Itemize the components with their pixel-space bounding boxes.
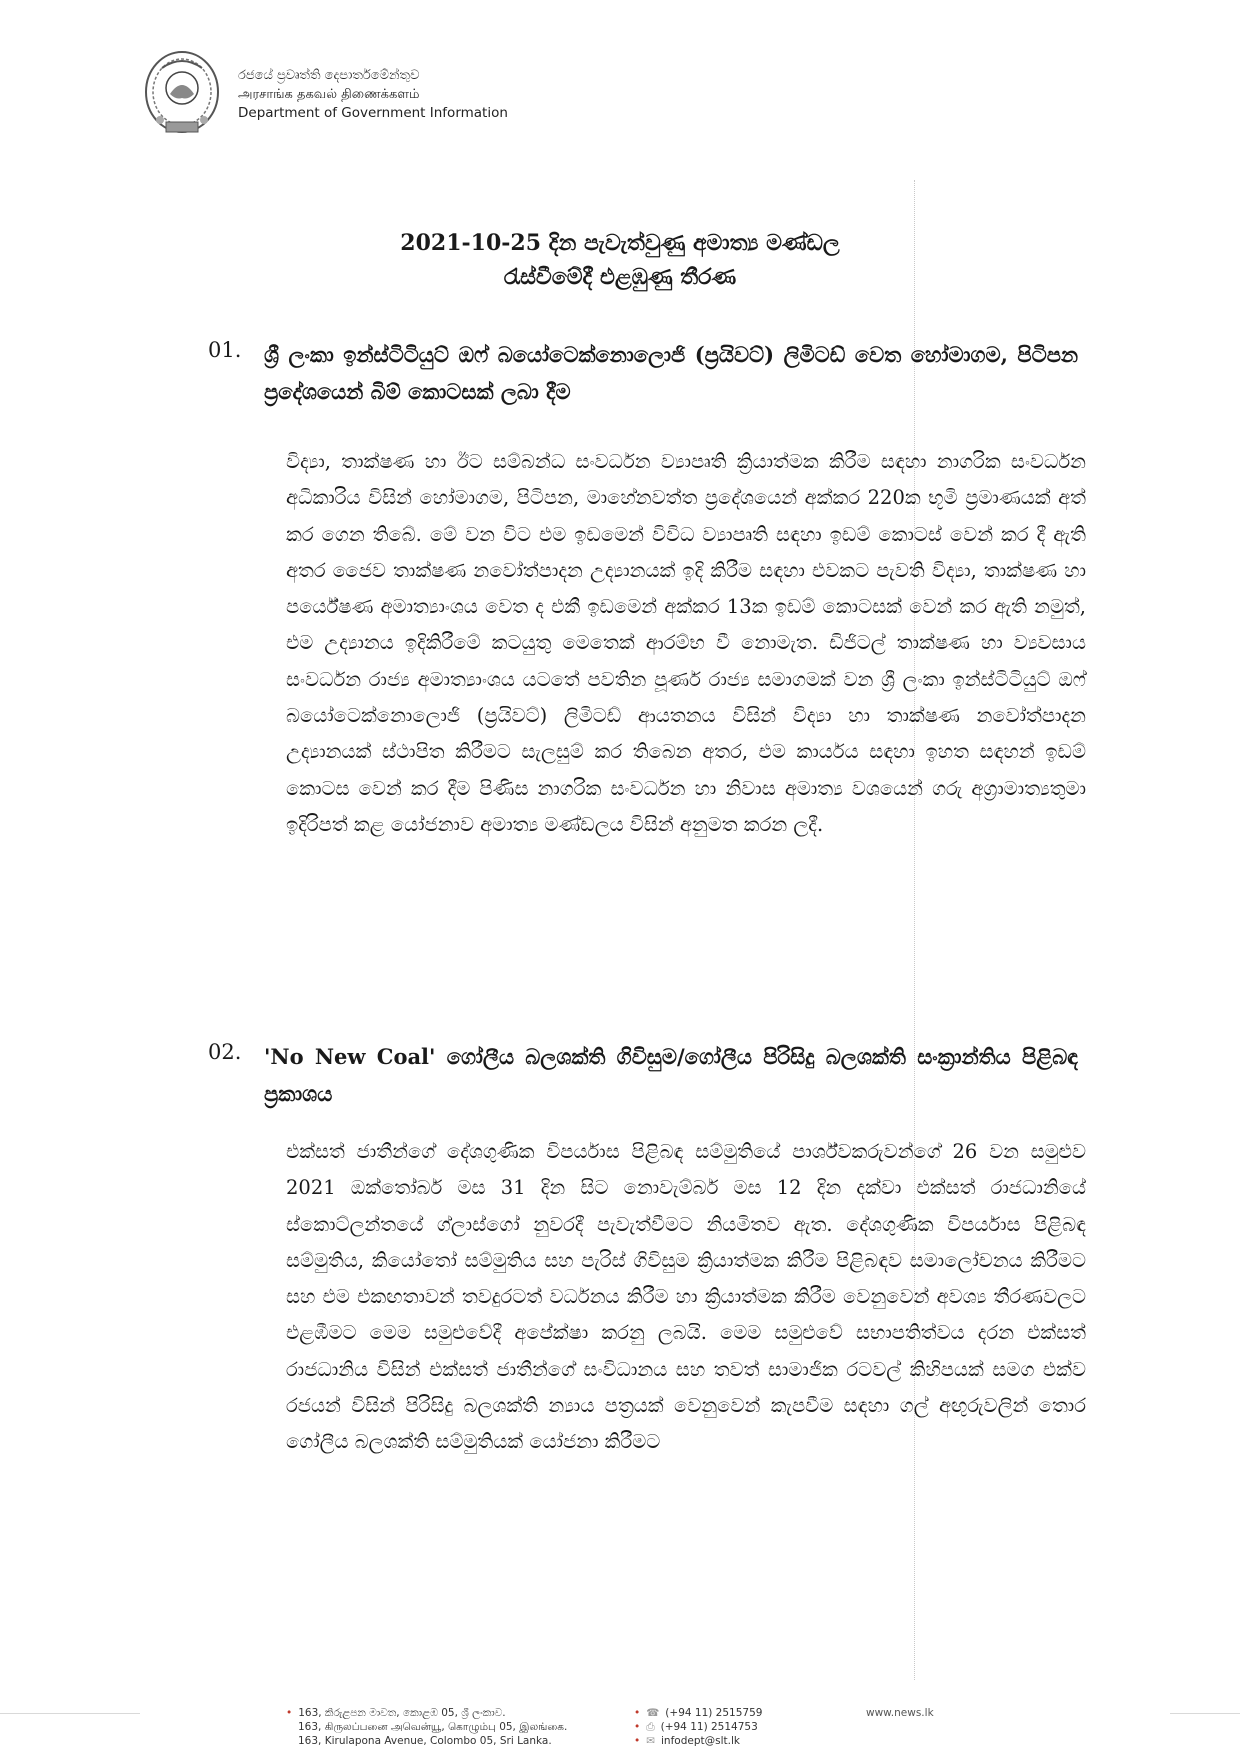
letterhead [140,48,508,140]
bullet-icon: • [634,1721,641,1733]
email-icon: ✉ [646,1735,656,1747]
department-names [238,66,508,123]
section-1-number: 01. [208,338,242,362]
footer-address-sinhala: 163, කිරුළපන මාවත, කොළඹ 05, ශ්‍රී ලංකාව. [298,1707,506,1719]
section-2-number: 02. [208,1040,242,1064]
footer-address [286,1706,567,1748]
document-title-line-1: 2021-10-25 දින පැවැත්වුණු අමාත්‍ය මණ්ඩල [400,230,840,256]
document-title-line-2: රැස්වීමේදී එළඹුණු තීරණ [503,264,737,290]
section-2-heading [208,1038,1088,1112]
phone-icon: ☎ [646,1707,660,1719]
footer-address-tamil: 163, கிருலப்பனை அவென்யூ, கொழும்பு 05, இலங்கை. [298,1721,568,1733]
footer-phone: (+94 11) 2515759 [665,1707,763,1719]
footer-rule-right [1170,1713,1240,1714]
footer-contact [634,1706,762,1748]
bullet-icon: • [286,1707,293,1719]
document-title [0,226,1240,294]
department-name-tamil: அரசாங்க தகவல் திணைக்களம் [238,86,420,102]
department-name-english: Department of Government Information [238,104,508,121]
fax-icon: ⎙ [646,1721,655,1733]
footer-rule-left [0,1713,140,1714]
footer-website[interactable]: www.news.lk [866,1707,934,1719]
section-1-body: විද්‍යා, තාක්ෂණ හා ඊට සම්බන්ධ සංවර්ධන ව්‍යාපෘති ක්‍රියාත්මක කිරීම සඳහා නාගරික සංවර්ධන අධිකාරිය විසින් හෝමාගම, පිටිපන, මාහේනවත්ත ප්‍රදේශයෙන් අක්කර 220ක භූමි ප්‍රමාණයක් අත් කර ගෙන තිබේ. මේ වන විට එම ඉඩමෙන් විවිධ ව්‍යාපෘති සඳහා ඉඩම් කොටස් වෙන් කර දී ඇති අතර ජෛව තාක්ෂණ නවෝත්පාදන උද්‍යානයක් ඉදි කිරීම සඳහා එවකට පැවති විද්‍යා, තාක්ෂණ හා පර්යේෂණ අමාත්‍යාංශය වෙත ද එකී ඉඩමෙන් අක්කර 13ක ඉඩම් කොටසක් වෙන් කර ඇති නමුත්, එම උද්‍යානය ඉදිකිරීමේ කටයුතු මෙතෙක් ආරම්භ වී නොමැත. ඩිජිටල් තාක්ෂණ හා ව්‍යවසාය සංවර්ධන රාජ්‍ය අමාත්‍යාංශය යටතේ පවතින පූර්ණ රාජ්‍ය සමාගමක් වන ශ්‍රී ලංකා ඉන්ස්ටිටියුට් ඔෆ් බයෝටෙක්නොලොජි (ප්‍රයිවට්) ලිමිටඩ් ආයතනය විසින් විද්‍යා හා තාක්ෂණ නවෝත්පාදන උද්‍යානයක් ස්ථාපිත කිරීමට සැලසුම් කර තිබෙන අතර, එම කාර්යය සඳහා ඉහත සඳහන් ඉඩම් කොටස වෙන් කර දීම පිණිස නාගරික සංවර්ධන හා නිවාස අමාත්‍ය වශයෙන් ගරු අග්‍රාමාත්‍යතුමා ඉදිරිපත් කළ යෝජනාව අමාත්‍ය මණ්ඩලය විසින් අනුමත කරන ලදී. [286,450,1086,836]
national-emblem-icon [140,48,224,140]
footer-fax: (+94 11) 2514753 [660,1721,758,1733]
section-1-title: ශ්‍රී ලංකා ඉන්ස්ටිටියුට් ඔෆ් බයෝටෙක්නොලොජි (ප්‍රයිවට්) ලිමිටඩ් වෙත හෝමාගම, පිටිපන ප්‍රදේශයෙන් බිම් කොටසක් ලබා දීම [264,342,1078,404]
section-2-title: 'No New Coal' ගෝලීය බලශක්ති ගිවිසුම/ගෝලීය පිරිසිදු බලශක්ති සංක්‍රාන්තිය පිළිබඳ ප්‍රකාශය [264,1044,1078,1106]
footer-email[interactable]: infodept@slt.lk [661,1735,740,1747]
department-name-sinhala: රජයේ ප්‍රවෘත්ති දෙපාර්තමේන්තුව [238,67,420,83]
footer-address-english: 163, Kirulapona Avenue, Colombo 05, Sri Lanka. [298,1735,552,1747]
section-1-heading [208,336,1088,410]
section-2-body: එක්සත් ජාතීන්ගේ දේශගුණික විපර්යාස පිළිබඳ සම්මුතියේ පාර්ශ්වකරුවන්ගේ 26 වන සමුළුව 2021 ඔක්තෝබර් මස 31 දින සිට නොවැම්බර් මස 12 දින දක්වා එක්සත් රාජධානියේ ස්කොට්ලන්තයේ ග්ලාස්ගෝ නුවරදී පැවැත්වීමට නියමිතව ඇත. දේශගුණික විපර්යාස පිළිබඳ සම්මුතිය, කියෝතෝ සම්මුතිය සහ පැරිස් ගිවිසුම ක්‍රියාත්මක කිරීම පිළිබඳව සමාලෝචනය කිරීමට සහ එම එකඟතාවන් තවදුරටත් වර්ධනය කිරීම හා ක්‍රියාත්මක කිරීම වෙනුවෙන් අවශ්‍ය තීරණවලට එළඹීමට මෙම සමුළුවේදී අපේක්ෂා කරනු ලබයි. මෙම සමුළුවේ සභාපතිත්වය දරන එක්සත් රාජධානිය විසින් එක්සත් ජාතීන්ගේ සංවිධානය සහ තවත් සාමාජික රටවල් කිහිපයක් සමග එක්ව රජයන් විසින් පිරිසිදු බලශක්ති න්‍යාය පත්‍රයක් වෙනුවෙන් කැපවීම සඳහා ගල් අඟුරුවලින් තොර ගෝලීය බලශක්ති සම්මුතියක් යෝජනා කිරීමට [286,1140,1086,1454]
bullet-icon: • [634,1707,641,1719]
bullet-icon: • [634,1735,641,1747]
